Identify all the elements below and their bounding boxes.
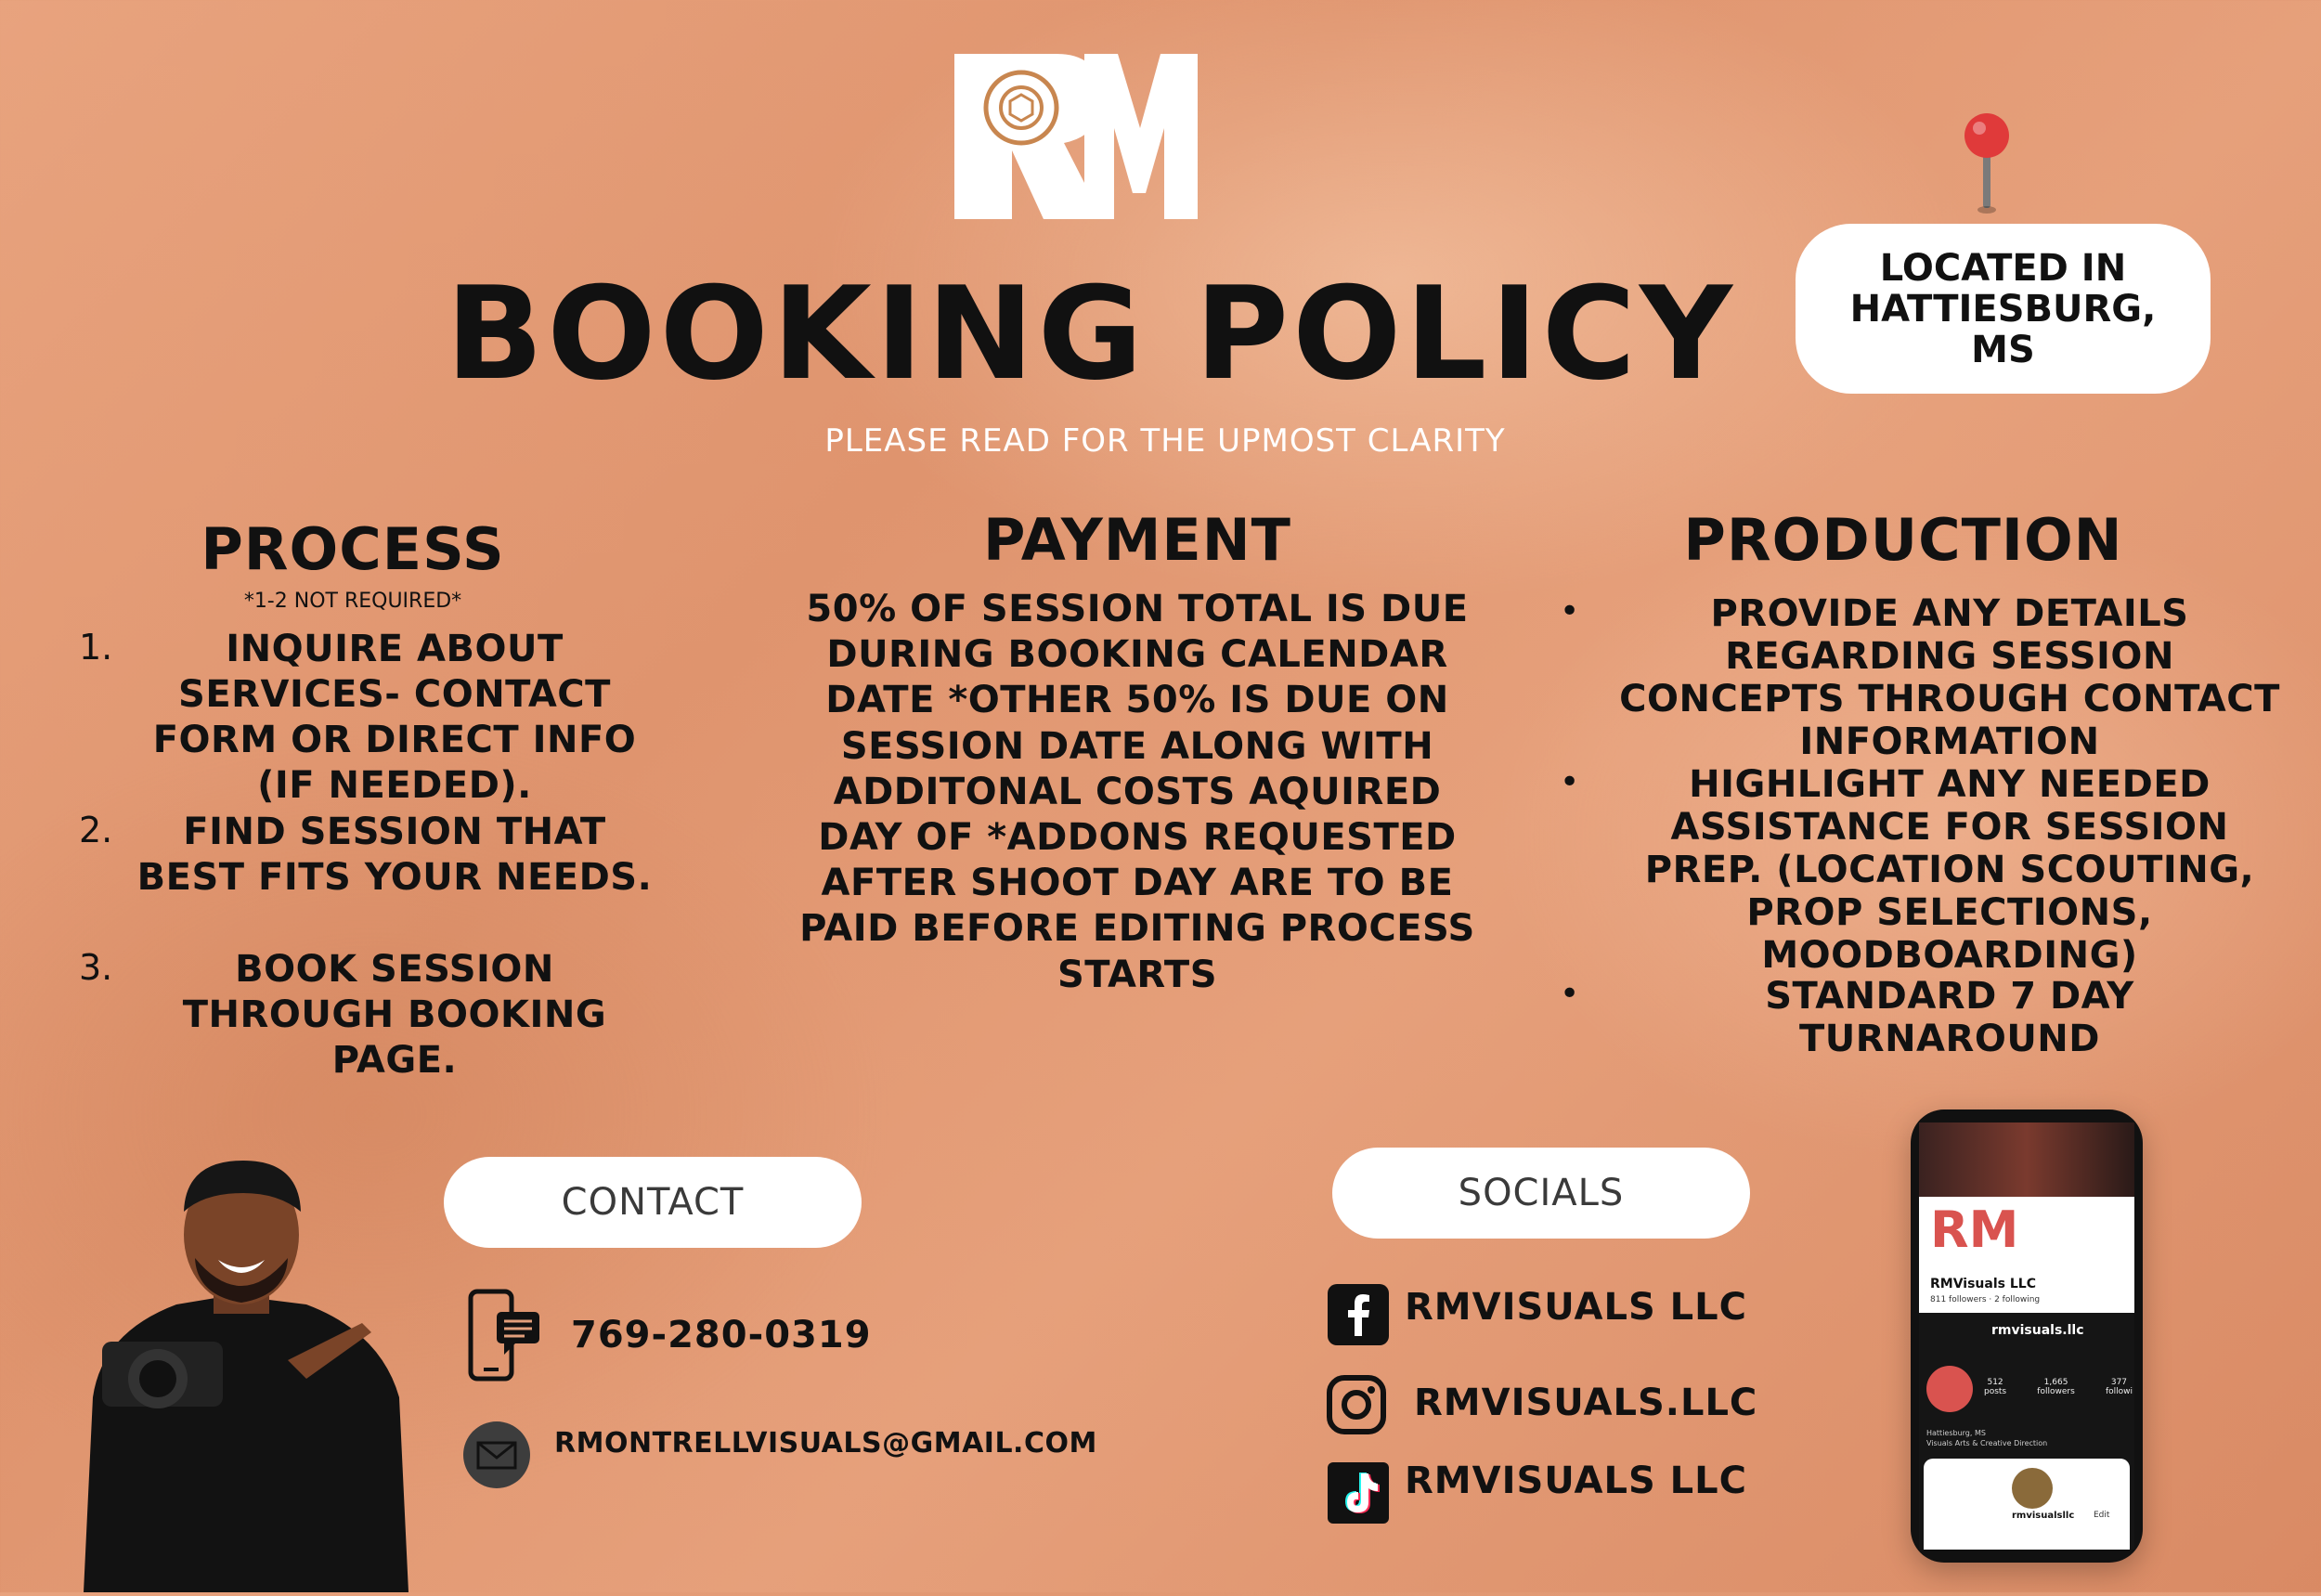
phone-chat-icon — [467, 1288, 543, 1382]
edit-button: Edit — [2094, 1511, 2110, 1520]
ig-stat: 377 followi — [2105, 1378, 2133, 1396]
envelope-icon — [462, 1421, 531, 1489]
socials-label: SOCIALS — [1332, 1148, 1750, 1239]
phone-number[interactable]: 769-280-0319 — [571, 1314, 872, 1356]
location-line-2: HATTIESBURG, — [1849, 287, 2157, 331]
production-heading: PRODUCTION — [1683, 506, 2123, 574]
location-line-1: LOCATED IN — [1879, 246, 2127, 290]
production-item-text: HIGHLIGHT ANY NEEDED ASSISTANCE FOR SESSION PREP. (LOCATION SCOUTING, PROP SELECTIONS, MOODBOARDING) — [1644, 763, 2255, 977]
step-number: 2. — [79, 810, 113, 850]
ig-location: Hattiesburg, MS — [1926, 1429, 1986, 1437]
payment-text: 50% OF SESSION TOTAL IS DUE DURING BOOKING CALENDAR DATE *OTHER 50% IS DUE ON SESSION DATE ALONG WITH ADDITONAL COSTS AQUIRED DAY OF *ADDONS REQUESTED AFTER SHOOT DAY ARE TO BE PAID BEFORE EDITING PROCESS STARTS — [799, 588, 1475, 996]
rm-visuals-logo — [954, 54, 1200, 219]
process-step — [79, 627, 655, 809]
phone-mockup — [1911, 1109, 2143, 1563]
ig-stats — [1984, 1378, 2133, 1396]
cover-photo — [1919, 1122, 2134, 1197]
map-pin-icon — [1961, 113, 2013, 215]
tiktok-icon[interactable] — [1328, 1462, 1389, 1524]
svg-text:RM: RM — [1930, 1200, 2019, 1259]
page-subtitle: PLEASE READ FOR THE UPMOST CLARITY — [824, 422, 1506, 460]
production-item — [1560, 975, 2284, 1060]
process-step — [79, 810, 655, 901]
tiktok-handle[interactable]: RMVISUALS LLC — [1405, 1460, 1748, 1502]
bullet: • — [1560, 592, 1580, 630]
production-item — [1560, 763, 2284, 977]
ig-stat: 1,665 followers — [2037, 1378, 2075, 1396]
bullet: • — [1560, 763, 1580, 801]
tiktok-avatar — [2012, 1468, 2053, 1509]
ig-avatar — [1926, 1366, 1973, 1412]
profile-followers: 811 followers · 2 following — [1930, 1295, 2041, 1304]
process-step — [79, 947, 655, 1083]
location-line-3: MS — [1971, 328, 2035, 371]
step-text: INQUIRE ABOUT SERVICES- CONTACT FORM OR DIRECT INFO (IF NEEDED). — [152, 628, 637, 807]
process-note: *1-2 NOT REQUIRED* — [243, 590, 462, 613]
page-title: BOOKING POLICY — [446, 259, 1736, 409]
phone-screen — [1919, 1122, 2134, 1550]
profile-name: RMVisuals LLC — [1930, 1277, 2036, 1291]
instagram-handle[interactable]: RMVISUALS.LLC — [1414, 1382, 1758, 1424]
photographer-photo — [65, 1156, 427, 1592]
production-item-text: STANDARD 7 DAY TURNAROUND — [1765, 975, 2134, 1060]
instagram-icon[interactable] — [1326, 1374, 1387, 1435]
ig-stat: 512 posts — [1984, 1378, 2007, 1396]
contact-label: CONTACT — [444, 1157, 862, 1248]
email-address[interactable]: RMONTRELLVISUALS@GMAIL.COM — [554, 1427, 1097, 1460]
production-item — [1560, 592, 2284, 763]
location-badge — [1796, 224, 2211, 394]
step-number: 1. — [79, 627, 113, 668]
tiktok-card — [1924, 1459, 2130, 1550]
ig-description: Visuals Arts & Creative Direction — [1926, 1439, 2048, 1447]
step-text: BOOK SESSION THROUGH BOOKING PAGE. — [182, 948, 607, 1082]
step-number: 3. — [79, 947, 113, 988]
tiktok-handle-small: rmvisualsllc — [2012, 1511, 2075, 1521]
profile-logo — [1930, 1199, 2019, 1259]
payment-heading: PAYMENT — [983, 506, 1291, 574]
facebook-icon[interactable] — [1328, 1284, 1389, 1345]
ig-handle: rmvisuals.llc — [1991, 1323, 2084, 1338]
step-text: FIND SESSION THAT BEST FITS YOUR NEEDS. — [136, 811, 653, 899]
production-item-text: PROVIDE ANY DETAILS REGARDING SESSION CONCEPTS THROUGH CONTACT INFORMATION — [1619, 592, 2280, 763]
process-heading: PROCESS — [201, 515, 505, 583]
bullet: • — [1560, 975, 1580, 1013]
facebook-handle[interactable]: RMVISUALS LLC — [1405, 1286, 1748, 1329]
